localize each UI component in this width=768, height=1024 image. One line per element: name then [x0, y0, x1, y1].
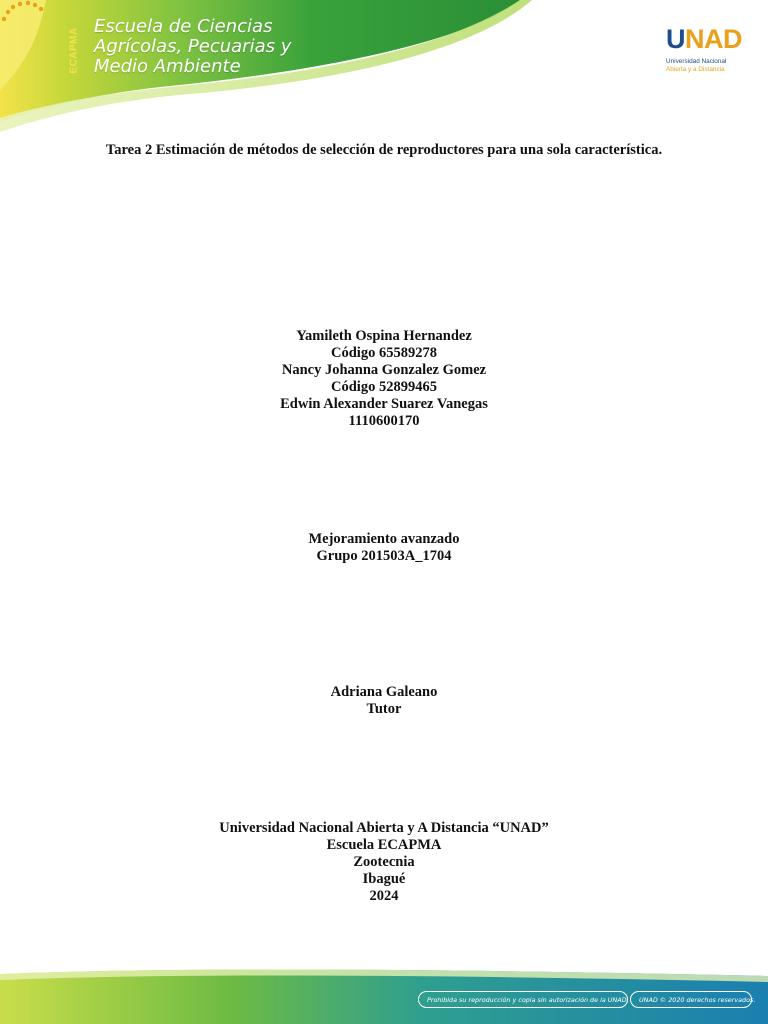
unad-logo: UNAD — [666, 24, 742, 54]
author-line: Yamileth Ospina Hernandez — [296, 328, 472, 344]
school-name-line: Medio Ambiente — [94, 56, 241, 77]
document-title: Tarea 2 Estimación de métodos de selección de reproductores para una sola característica. — [105, 142, 663, 158]
author-line: Código 65589278 — [331, 345, 437, 361]
tutor-block — [0, 684, 768, 718]
institution-line: Escuela ECAPMA — [326, 837, 442, 853]
copyright-notice: Prohibida su reproducción y copia sin autorización de la UNAD. — [418, 991, 628, 1008]
author-line: Código 52899465 — [331, 379, 437, 395]
institution-line: 2024 — [369, 888, 399, 904]
author-line: 1110600170 — [348, 413, 420, 429]
school-name — [94, 17, 291, 77]
ecapma-side-label: ECAPMA — [68, 26, 80, 74]
authors-block — [0, 328, 768, 430]
course-group: Grupo 201503A_1704 — [316, 548, 452, 564]
institution-line: Zootecnia — [353, 854, 415, 870]
tutor-role: Tutor — [366, 701, 402, 717]
author-line: Edwin Alexander Suarez Vanegas — [280, 396, 488, 412]
institution-line: Universidad Nacional Abierta y A Distancia “UNAD” — [219, 820, 549, 836]
unad-logo-subtitle: Universidad Nacional Abierta y a Distancia — [666, 58, 727, 73]
school-name-line: Agrícolas, Pecuarias y — [94, 36, 292, 57]
page-header — [0, 0, 768, 135]
institution-block — [0, 820, 768, 905]
institution-line: Ibagué — [362, 871, 406, 887]
school-name-line: Escuela de Ciencias — [94, 16, 273, 37]
course-name: Mejoramiento avanzado — [308, 531, 460, 547]
author-line: Nancy Johanna Gonzalez Gomez — [281, 362, 487, 378]
unad-logo-dots-icon — [0, 0, 82, 80]
course-block — [0, 531, 768, 565]
tutor-name: Adriana Galeano — [330, 684, 438, 700]
rights-notice: UNAD © 2020 derechos reservados. — [630, 991, 752, 1008]
